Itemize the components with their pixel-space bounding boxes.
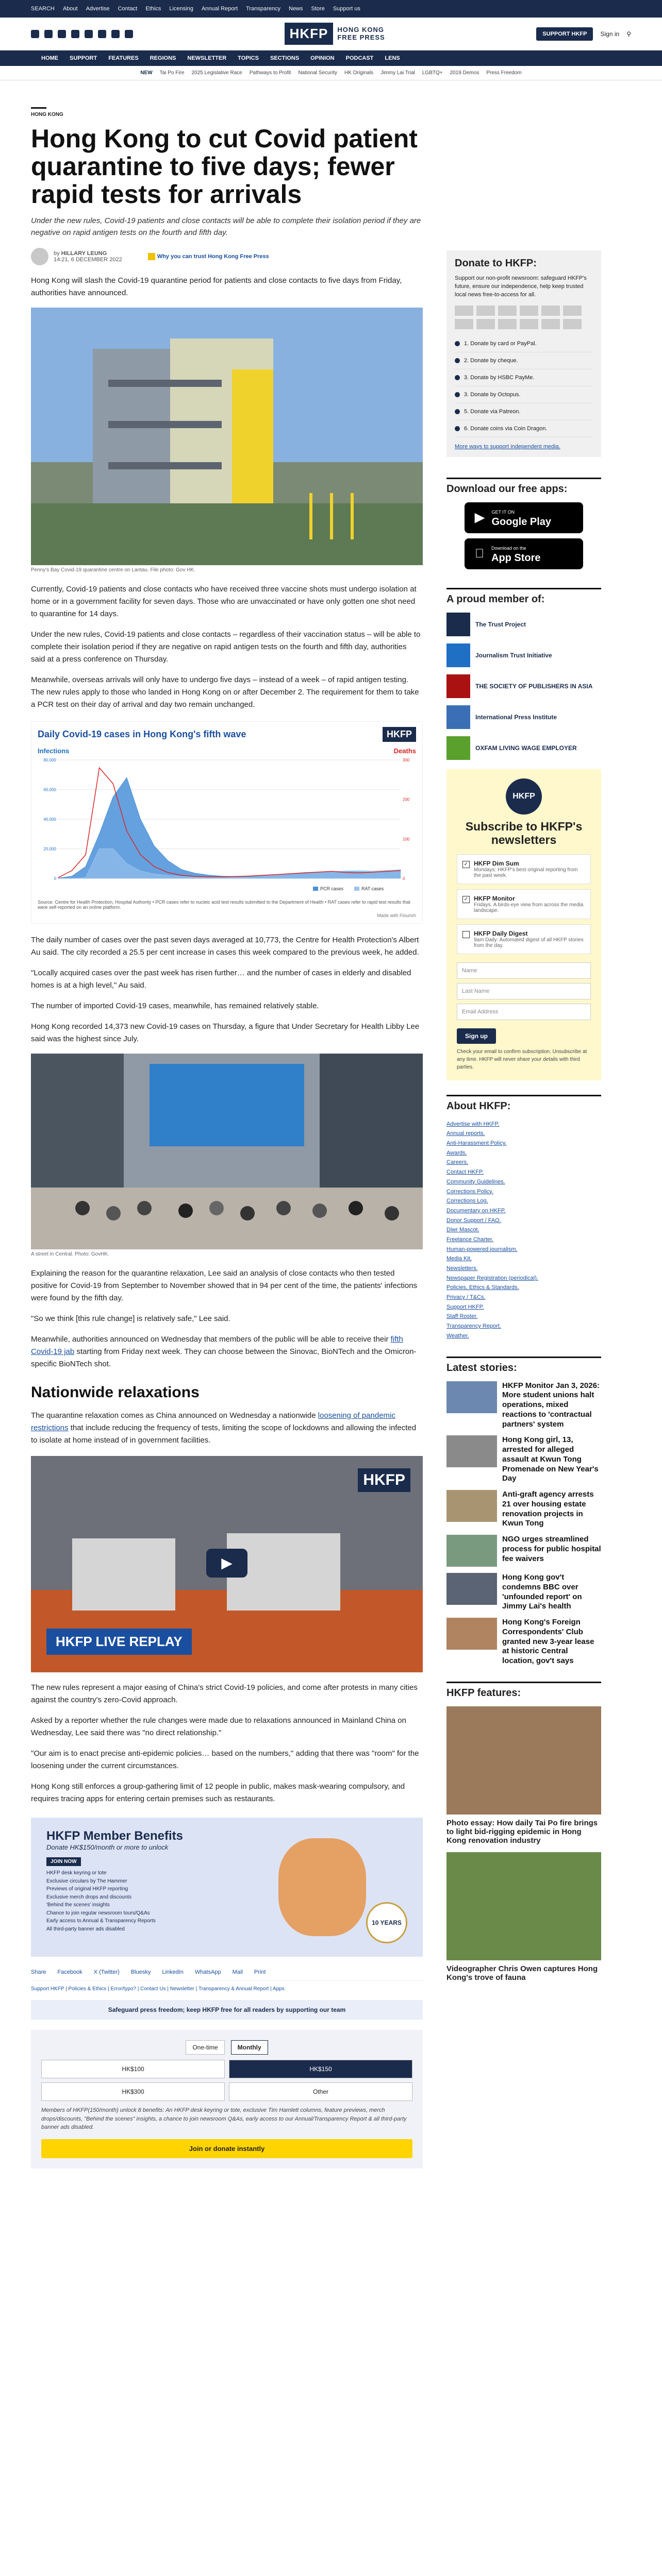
author-prefix: by: [54, 250, 60, 257]
logo-mark: HKFP: [285, 23, 334, 45]
member-note: Members of HKFP(150/month) unlock 8 benefits: An HKFP desk keyring or tote, exclusive Tim Hamlett columns, feature previews, merch drops/discounts, "Behind the scenes" insights, a chance to join newsroom Q&As, early access to our Annual/Transparency Report & all third-party banner ads disabled.: [41, 2107, 407, 2130]
app-store-button[interactable]: Download on the App Store: [465, 538, 583, 569]
latest-story[interactable]: NGO urges streamlined process for public hospital fee waivers: [446, 1535, 601, 1567]
trust-link[interactable]: Why you can trust Hong Kong Free Press: [148, 253, 269, 260]
chart-title: Daily Covid-19 cases in Hong Kong's fifth wave: [38, 729, 246, 739]
nav-topics[interactable]: TOPICS: [238, 55, 259, 61]
loosening-link[interactable]: loosening of pandemic restrictions: [31, 1411, 395, 1432]
feature-item[interactable]: Photo essay: How daily Tai Po fire brings to light bid-rigging epidemic in Hong Kong renovation industry: [446, 1706, 601, 1845]
ethics-link[interactable]: Ethics: [145, 6, 161, 12]
paragraph: Hong Kong recorded 14,373 new Covid-19 cases on Thursday, a figure that Under Secretary for Health Libby Lee said was the highest since July.: [31, 1022, 420, 1043]
tab-monthly[interactable]: Monthly: [231, 2040, 268, 2055]
threads-icon[interactable]: [71, 30, 79, 38]
latest-story[interactable]: Hong Kong's Foreign Correspondents' Club granted new 3-year lease at historic Central location, gov't says: [446, 1618, 601, 1666]
y-tick-label: 40,000: [43, 817, 56, 822]
benefit-item: Chance to join regular newsroom tours/Q&As: [46, 1910, 150, 1916]
byline: [31, 248, 423, 265]
share-mail[interactable]: Mail: [232, 1969, 243, 1975]
donate-option[interactable]: 2. Donate by cheque.: [455, 352, 593, 369]
linkedin-icon[interactable]: [98, 30, 106, 38]
search-icon[interactable]: ⚲: [626, 30, 631, 38]
member-logo[interactable]: THE SOCIETY OF PUBLISHERS IN ASIA: [446, 674, 601, 698]
donate-intro[interactable]: Support our non-profit newsroom: safeguard HKFP's future, ensure our independence, help keep trusted local news free-to-access for all.: [455, 275, 587, 298]
about-link[interactable]: Weather.: [446, 1332, 469, 1339]
tag-link[interactable]: LGBTQ+: [422, 70, 443, 76]
last-name-field[interactable]: Last Name: [457, 983, 591, 999]
trust-icon: [148, 253, 155, 260]
about-link[interactable]: Newspaper Registration (periodical).: [446, 1275, 538, 1281]
payment-icon: [455, 306, 473, 316]
support-hkfp-button[interactable]: SUPPORT HKFP: [536, 27, 593, 41]
google-play-icon: ▶: [475, 511, 485, 525]
member-title: A proud member of:: [446, 588, 601, 605]
tag-link[interactable]: 2019 Demos: [450, 70, 479, 76]
y-tick-label: 20,000: [43, 846, 56, 852]
x-icon[interactable]: [58, 30, 66, 38]
y2-tick-label: 300: [403, 758, 410, 762]
tag-link[interactable]: Jimmy Lai Trial: [380, 70, 415, 76]
benefit-item: All third-party banner ads disabled: [46, 1926, 125, 1932]
paragraph: The new rules represent a major easing of China's strict Covid-19 policies, and come after protests in many cities against the country's zero-Covid approach.: [31, 1683, 418, 1704]
about-link[interactable]: Newsletters.: [446, 1265, 478, 1272]
more-ways-link[interactable]: More ways to support independent media.: [455, 443, 560, 450]
y2-tick-label: 0: [403, 876, 405, 881]
member-logo[interactable]: OXFAM LIVING WAGE EMPLOYER: [446, 736, 601, 760]
about-link[interactable]: Policies, Ethics & Standards.: [446, 1284, 519, 1291]
member-logo[interactable]: International Press Institute: [446, 705, 601, 729]
apps-title: Download our free apps:: [446, 478, 601, 495]
rss-icon[interactable]: [125, 30, 133, 38]
y2-tick-label: 100: [403, 837, 410, 842]
about-link[interactable]: Annual reports.: [446, 1130, 485, 1137]
about-link[interactable]: Staff Roster.: [446, 1313, 478, 1320]
tag-link[interactable]: HK Originals: [344, 70, 374, 76]
share-print[interactable]: Print: [254, 1969, 266, 1975]
paragraph: Hong Kong will slash the Covid-19 quarantine period for patients and close contacts to five days from Friday, authorities have announced.: [31, 276, 402, 297]
email-field[interactable]: Email Address: [457, 1004, 591, 1020]
anniversary-badge: 10 YEARS: [366, 1902, 407, 1943]
tag-link[interactable]: National Security: [298, 70, 338, 76]
first-name-field[interactable]: Name: [457, 962, 591, 979]
payment-icon: [476, 319, 495, 329]
paragraph: The daily number of cases over the past seven days averaged at 10,773, the Centre for Health Protection's Albert Au said. The city recorded a 25.5 per cent increase in cases this week compared to the previous week, he added.: [31, 936, 419, 957]
paragraph: Explaining the reason for the quarantine relaxation, Lee said an analysis of close contacts who then tested positive for Covid-19 from September to November showed that in 94 per cent of the time, the patients' infections were found by the fifth day.: [31, 1269, 418, 1302]
instagram-icon[interactable]: [44, 30, 53, 38]
author-avatar: [31, 248, 48, 265]
legend-label: RAT cases: [361, 886, 384, 891]
paragraph: Under the new rules, Covid-19 patients and close contacts – regardless of their vaccination status – will be able to complete their isolation period if they are negative on rapid antigen tests on the fourth and fifth day, authorities said at a press conference on Thursday.: [31, 630, 421, 664]
chart-credit: Made with Flourish: [377, 913, 416, 918]
about-link[interactable]: Freelance Charter.: [446, 1236, 494, 1243]
about-link[interactable]: Advertise with HKFP.: [446, 1121, 500, 1127]
payment-icon: [563, 319, 582, 329]
trending-bar: [0, 66, 662, 80]
deaths-label: Deaths: [393, 747, 416, 755]
video-label: HKFP LIVE REPLAY: [46, 1629, 192, 1655]
donate-box: [446, 250, 601, 457]
support-us-link[interactable]: Support us: [333, 6, 361, 12]
tag-link[interactable]: Tai Po Fire: [159, 70, 185, 76]
google-play-button[interactable]: ▶ GET IT ON Google Play: [465, 502, 583, 533]
newsletter-option[interactable]: HKFP Daily Digest 9am Daily: Automated digest of all HKFP stories from the day.: [457, 924, 591, 954]
benefit-item: 'Behind the scenes' insights: [46, 1902, 110, 1908]
payment-icon: [520, 319, 538, 329]
about-link[interactable]: Human-powered journalism.: [446, 1246, 518, 1252]
apple-icon: [475, 547, 484, 561]
youtube-icon[interactable]: [85, 30, 93, 38]
payment-icon: [563, 306, 582, 316]
advertise-link[interactable]: Advertise: [86, 6, 110, 12]
share-label: Share: [31, 1969, 46, 1975]
play-icon[interactable]: ▶: [206, 1549, 247, 1578]
benefit-item: Exclusive merch drops and discounts: [46, 1894, 132, 1900]
feature-item[interactable]: Videographer Chris Owen captures Hong Kong's trove of fauna: [446, 1852, 601, 1982]
payment-icons: [455, 306, 593, 329]
deer-mascot-image: [278, 1838, 366, 1936]
payment-icon: [520, 306, 538, 316]
about-link[interactable]: About: [62, 6, 78, 12]
story-thumb: [446, 1535, 497, 1567]
story-thumb: [446, 1381, 497, 1413]
series-area-rat: [58, 849, 401, 879]
transparency-link[interactable]: Transparency: [246, 6, 280, 12]
about-link[interactable]: Privacy / T&Cs.: [446, 1294, 486, 1301]
share-x[interactable]: X (Twitter): [93, 1969, 120, 1975]
features-title: HKFP features:: [446, 1682, 601, 1699]
y2-tick-label: 200: [403, 797, 410, 802]
site-logo[interactable]: [285, 23, 385, 45]
author-name[interactable]: HILLARY LEUNG: [61, 250, 107, 257]
paragraph: "Locally acquired cases over the past week has risen further… and the number of cases in elderly and disabled homes is at a high level," Au said.: [31, 969, 411, 990]
newsletter-option[interactable]: ✓ HKFP Monitor Fridays. A birds-eye view from across the media landscape.: [457, 889, 591, 919]
about-link[interactable]: Transparency Report.: [446, 1323, 501, 1330]
feature-image: [446, 1852, 601, 1960]
about-link[interactable]: Contact HKFP.: [446, 1169, 484, 1176]
quarantine-centre-photo: [31, 308, 423, 565]
share-bar: [31, 1969, 423, 1981]
y-tick-label: 60,000: [43, 787, 56, 792]
chart-plot: [38, 755, 416, 894]
donation-widget: [31, 2030, 423, 2168]
news-link[interactable]: News: [289, 6, 303, 12]
chart-logo: HKFP: [383, 727, 416, 742]
payment-icon: [498, 319, 517, 329]
infections-label: Infections: [38, 747, 70, 755]
search-link[interactable]: SEARCH: [31, 6, 55, 12]
tag-link[interactable]: Press Freedom: [486, 70, 522, 76]
feature-image: [446, 1706, 601, 1815]
benefit-item: HKFP desk keyring or tote: [46, 1870, 107, 1876]
about-title: About HKFP:: [446, 1095, 601, 1112]
licensing-link[interactable]: Licensing: [169, 6, 193, 12]
logo-line2: FREE PRESS: [337, 33, 385, 41]
amount-option[interactable]: HK$300: [41, 2082, 225, 2101]
checkbox-checked[interactable]: ✓: [462, 896, 470, 903]
nav-lens[interactable]: LENS: [385, 55, 400, 61]
latest-story[interactable]: HKFP Monitor Jan 3, 2026: More student unions halt operations, mixed reactions to 'contractual partners' system: [446, 1381, 601, 1430]
photo-caption: A street in Central. Photo: GovHK.: [31, 1251, 109, 1257]
legend-swatch: [313, 887, 318, 891]
share-facebook[interactable]: Facebook: [57, 1969, 82, 1975]
member-benefits-banner[interactable]: [31, 1818, 423, 1957]
about-link[interactable]: Documentary on HKFP.: [446, 1207, 506, 1214]
amount-option[interactable]: Other: [229, 2082, 412, 2101]
nav-newsletter[interactable]: NEWSLETTER: [187, 55, 227, 61]
site-header: [0, 18, 662, 50]
paragraph: Currently, Covid-19 patients and close contacts who have received three vaccine shots must undergo isolation at home or in a government facility for seven days. Those who are unvaccinated or have only gotten one shot need to quarantine for 14 days.: [31, 585, 417, 618]
hkfp-round-logo: HKFP: [506, 778, 542, 815]
fifth-jab-link[interactable]: fifth Covid-19 jab: [31, 1335, 403, 1356]
newsletter-signup: [446, 769, 601, 1080]
amount-option[interactable]: HK$150: [229, 2060, 412, 2078]
latest-story[interactable]: Hong Kong gov't condemns BBC over 'unfounded report' on Jimmy Lai's health: [446, 1573, 601, 1612]
checkbox-checked[interactable]: ✓: [462, 861, 470, 868]
nav-support[interactable]: SUPPORT: [70, 55, 97, 61]
about-link[interactable]: Corrections Log.: [446, 1198, 488, 1205]
newsletter-option[interactable]: ✓ HKFP Dim Sum Mondays: HKFP's best original reporting from the past week.: [457, 854, 591, 884]
annual-report-link[interactable]: Annual Report: [201, 6, 238, 12]
about-link[interactable]: Awards.: [446, 1149, 467, 1156]
new-label: NEW: [140, 70, 153, 76]
nav-opinion[interactable]: OPINION: [310, 55, 335, 61]
about-link[interactable]: Donor Support / FAQ.: [446, 1217, 501, 1224]
donate-title: Donate to HKFP:: [455, 258, 537, 269]
sidebar: [446, 80, 601, 2168]
nav-home[interactable]: HOME: [41, 55, 58, 61]
about-link[interactable]: Media Kit.: [446, 1256, 472, 1262]
donate-option[interactable]: 3. Donate by Octopus.: [455, 386, 593, 403]
benefit-item: Previews of original HKFP reporting: [46, 1886, 128, 1892]
paragraph: "So we think [this rule change] is relatively safe," Lee said.: [31, 1314, 230, 1323]
legend-swatch: [354, 887, 359, 891]
benefit-item: Exclusive circulars by The Hammer: [46, 1878, 127, 1884]
photo-caption: Penny's Bay Covid-19 quarantine centre on Lantau. File photo: Gov HK.: [31, 567, 195, 573]
store-link[interactable]: Store: [311, 6, 325, 12]
logo-line1: HONG KONG: [337, 25, 384, 33]
donate-option[interactable]: 1. Donate by card or PayPal.: [455, 335, 593, 352]
publish-date: 14:21, 6 DECEMBER 2022: [54, 257, 122, 263]
email-icon[interactable]: [111, 30, 120, 38]
y-tick-label: 80,000: [43, 758, 56, 762]
nav-features[interactable]: FEATURES: [108, 55, 139, 61]
footer-links[interactable]: Support HKFP | Policies & Ethics | Error/typo? | Contact Us | Newsletter | Transparency & Annual Report | Apps: [31, 1986, 285, 1992]
story-thumb: [446, 1490, 497, 1522]
main-nav: [0, 50, 662, 66]
article-title: Hong Kong to cut Covid patient quarantine to five days; fewer rapid tests for arrivals: [31, 124, 418, 209]
benefit-item: Early access to Annual & Transparency Reports: [46, 1918, 156, 1924]
amount-option[interactable]: HK$100: [41, 2060, 225, 2078]
payment-icon: [541, 319, 560, 329]
nav-podcast[interactable]: PODCAST: [345, 55, 374, 61]
contact-link[interactable]: Contact: [118, 6, 138, 12]
paragraph: Hong Kong still enforces a group-gathering limit of 12 people in public, makes mask-wearing compulsory, and requires tracing apps for entering certain premises such as restaurants.: [31, 1782, 405, 1803]
subscribe-note: Check your email to confirm subscription. Unsubscribe at any time. HKFP will never share your details with third parties.: [457, 1048, 587, 1070]
donate-option[interactable]: 5. Donate via Patreon.: [455, 403, 593, 420]
story-thumb: [446, 1435, 497, 1467]
promo-title: HKFP Member Benefits: [46, 1829, 183, 1843]
payment-icon: [476, 306, 495, 316]
about-link[interactable]: Corrections Policy.: [446, 1188, 493, 1195]
social-icons: [31, 30, 133, 38]
video-logo: HKFP: [358, 1468, 410, 1492]
utility-bar: [0, 0, 662, 18]
payment-icon: [498, 306, 517, 316]
about-link[interactable]: Community Guidelines.: [446, 1178, 505, 1185]
covid-chart: [31, 721, 423, 924]
nav-sections[interactable]: SECTIONS: [270, 55, 300, 61]
checkbox[interactable]: [462, 931, 470, 938]
tag-link[interactable]: Pathways to Profit: [249, 70, 291, 76]
share-whatsapp[interactable]: WhatsApp: [194, 1969, 221, 1975]
safeguard-banner[interactable]: Safeguard press freedom; keep HKFP free for all readers by supporting our team: [31, 2000, 423, 2020]
story-thumb: [446, 1618, 497, 1650]
about-link[interactable]: Support HKFP.: [446, 1303, 484, 1310]
central-street-photo: [31, 1054, 423, 1249]
article-kicker[interactable]: HONG KONG: [31, 107, 46, 117]
about-list: [446, 1120, 601, 1341]
latest-story[interactable]: Anti-graft agency arrests 21 over housing estate renovation projects in Kwun Tong: [446, 1490, 601, 1529]
share-linkedin[interactable]: LinkedIn: [162, 1969, 184, 1975]
nav-regions[interactable]: REGIONS: [150, 55, 176, 61]
tab-one-time[interactable]: One-time: [186, 2040, 224, 2055]
paragraph: Asked by a reporter whether the rule changes were made due to relaxations announced in Mainland China on Wednesday, Lee said there was "no direct relationship.": [31, 1716, 406, 1737]
tag-link[interactable]: 2025 Legislative Race: [191, 70, 242, 76]
subscribe-title: Subscribe to HKFP's newsletters: [465, 819, 583, 847]
paragraph: "Our aim is to enact precise anti-epidemic policies… based on the numbers," adding that there was "room" for the loosening under the current circumstances.: [31, 1749, 419, 1770]
donate-option[interactable]: 3. Donate by HSBC PayMe.: [455, 369, 593, 386]
story-thumb: [446, 1573, 497, 1605]
member-logo[interactable]: Journalism Trust Initiative: [446, 643, 601, 667]
article-dek: Under the new rules, Covid-19 patients and close contacts will be able to complete their isolation period if they are negative on rapid antigen tests on the fourth and fifth day.: [31, 216, 421, 237]
paragraph: The number of imported Covid-19 cases, meanwhile, has remained relatively stable.: [31, 1002, 319, 1010]
promo-join[interactable]: JOIN NOW: [46, 1857, 81, 1866]
latest-title: Latest stories:: [446, 1357, 601, 1374]
section-heading: Nationwide relaxations: [31, 1384, 200, 1401]
live-replay-video[interactable]: [31, 1456, 423, 1672]
promo-sub: Donate HK$150/month or more to unlock: [46, 1843, 169, 1851]
about-link[interactable]: Careers.: [446, 1159, 469, 1166]
article: HONG KONG Hong Kong to cut Covid patient quarantine to five days; fewer rapid tests for arrivals Under the new rules, Covid-19 patients and close contacts will be able to complete their isolation period if they are negative on rapid antigen tests on the fourth and fifth day. by HILLARY LEUNG 14:21, 6 DECEMBER 2022 Why you can trust Hong Kong Free Press Hong Kong will slash the Covid-19 quarantine period for patients and close contacts to five days from Friday, authorities have announced. Penny's Bay Covid-19 quarantine centre on Lantau. File photo: Gov HK. Currently, Covid-19 patients and close contacts who have received three vaccine shots must undergo isolation at home or in a government facility for seven days. Those who are unvaccinated or have only gotten one shot need to quarantine for 14 days. Under the new rules, Covid-19 patients and close contacts – regardless of their vaccination status – will be able to complete their isolation period if they are negative on rapid antigen tests on the fourth and fifth day, authorities said at a press conference on Thursday. Meanwhile, overseas arrivals will only have to undergo five days – instead of a week – of rapid antigen testing. The new rules apply to those who landed in Hong Kong on or after December 2. The requirement for them to take a PCR test on their day of arrival and day two remain unchanged. Daily Covid-19 cases in Hong Kong's fifth wave HKFP Infections Deaths 80,000 60,000 40,000 20,000 0 300 200 100 0 PCR cases RAT cases Source: Centre for Health Protection, Hospital Authority • PCR cases refer to nucleic acid test results submitted to the Department of Health • RAT cases refer to rapid test results that were self-reported on an online platform. Made with Flourish The daily number of cases over the past seven days averaged at 10,773, the Centre for Health Protection's Albert Au said. The city recorded a 25.5 per cent increase in cases this week compared to the previous week, he added. "Locally acquired cases over the past week has risen further… and the number of cases in elderly and disabled homes is at a high level," Au said. The number of imported Covid-19 cases, meanwhile, has remained relatively stable. Hong Kong recorded 14,373 new Covid-19 cases on Thursday, a figure that Under Secretary for Health Libby Lee said was the highest since July. A street in Central. Photo: GovHK. Explaining the reason for the quarantine relaxation, Lee said an analysis of close contacts who then tested positive for Covid-19 from September to November showed that in 94 per cent of the time, the patients' infections were found by the fifth day. "So we think [this rule change] is relatively safe," Lee said. Meanwhile, authorities announced on Wednesday that members of the public will be able to receive their fifth Covid-19 jab starting from Friday next week. They can choose between the Sinovac, BioNTech and the Omicron-specific BioNTech shot. Nationwide relaxations The quarantine relaxation comes as China announced on Wednesday a nationwide loosening of pandemic restrictions that include reducing the frequency of tests, limiting the scope of lockdowns and allowing the infected to isolate at home instead of in government facilities. HKFP ▶ HKFP LIVE REPLAY The new rules represent a major easing of China's strict Covid-19 policies, and come after protests in many cities against the country's zero-Covid approach. Asked by a reporter whether the rule changes were made due to relaxations announced in Mainland China on Wednesday, Lee said there was "no direct relationship." "Our aim is to enact precise anti-epidemic policies… based on the numbers," adding that there was "room" for the loosening under the current circumstances. Hong Kong still enforces a group-gathering limit of 12 people in public, makes mask-wearing compulsory, and requires tracing apps for entering certain premises such as restaurants. HKFP Member Benefits Donate HK$150/month or more to unlock JOIN NOW HKFP desk keyring or tote Exclusive circulars by The Hammer Previews of original HKFP reporting Exclusive merch drops and discounts 'Behind the scenes' insights Chance to join regular newsroom tours/Q&As Early access to Annual & Transparency Reports All third-party banner ads disabled 10 YEARS Share Facebook X (Twitter) Bluesky LinkedIn WhatsApp Mail Print Support HKFP | Policies & Ethics | Error/typo? | Contact Us | Newsletter | Transparency & Annual Report | Apps Safeguard press freedom; keep HKFP free for all readers by supporting our team One-time Monthly HK$100 HK$150 HK$300 Other Members of HKFP(150/month) unlock 8 benefits: An HKFP desk keyring or tote, exclusive Tim Hamlett columns, feature previews, merch drops/discounts, "Behind the scenes" insights, a chance to join newsroom Q&As, early access to our Annual/Transparency Report & all third-party banner ads disabled. Join or donate instantly: [31, 80, 423, 2168]
y-tick-label: 0: [54, 876, 56, 881]
share-bluesky[interactable]: Bluesky: [130, 1969, 151, 1975]
chart-source: Source: Centre for Health Protection, Hospital Authority • PCR cases refer to nucleic acid test results submitted to the Department of Health • RAT cases refer to rapid test results that were self-reported on an online platform.: [38, 900, 410, 910]
donate-option[interactable]: 6. Donate coins via Coin Dragon.: [455, 420, 593, 437]
latest-story[interactable]: Hong Kong girl, 13, arrested for alleged assault at Kwun Tong Promenade on New Year's Day: [446, 1435, 601, 1484]
about-link[interactable]: Diwr Mascot.: [446, 1227, 479, 1233]
payment-icon: [541, 306, 560, 316]
paragraph: Meanwhile, overseas arrivals will only have to undergo five days – instead of a week – of rapid antigen testing. The new rules apply to those who landed in Hong Kong on or after December 2. The requirement for them to take a PCR test on their day of arrival and day two remain unchanged.: [31, 675, 419, 709]
join-donate-button[interactable]: Join or donate instantly: [41, 2139, 412, 2158]
sign-up-button[interactable]: Sign up: [457, 1028, 496, 1044]
member-logo[interactable]: The Trust Project: [446, 613, 601, 636]
legend-label: PCR cases: [320, 886, 344, 891]
about-link[interactable]: Anti-Harassment Policy.: [446, 1140, 507, 1147]
facebook-icon[interactable]: [31, 30, 39, 38]
sign-in-link[interactable]: Sign in: [600, 30, 620, 38]
payment-icon: [455, 319, 473, 329]
